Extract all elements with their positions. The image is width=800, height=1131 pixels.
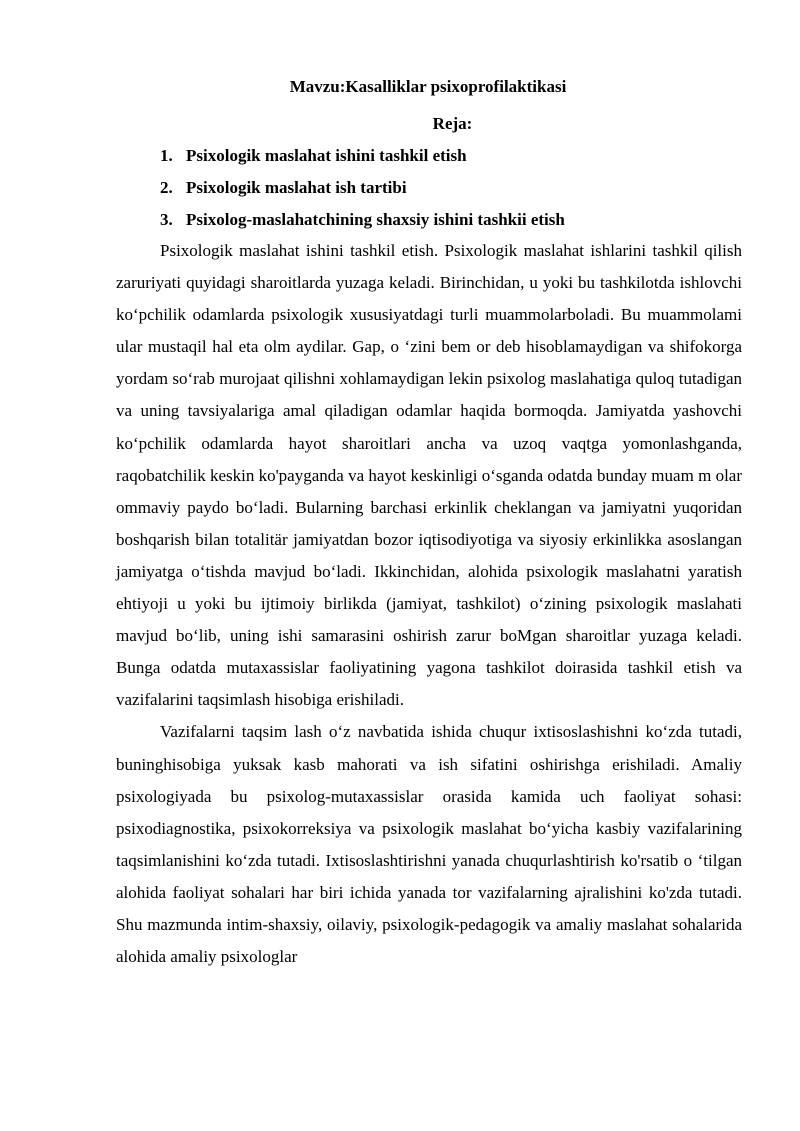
plan-heading: Reja: (432, 114, 473, 133)
document-body (116, 235, 742, 973)
plan-item-text: Psixolog-maslahatchining shaxsiy ishini tashkii etish (186, 210, 565, 229)
plan-item (160, 140, 565, 172)
plan-item-number: 1. (160, 146, 173, 165)
plan-item-number: 3. (160, 210, 173, 229)
page-title: Mavzu:Kasalliklar psixoprofilaktikasi (289, 77, 567, 96)
body-paragraph: Psixologik maslahat ishini tashkil etish. Psixologik maslahat ishlarini tashkil qilish zaruriyati quyidagi sharoitlarda yuzaga keladi. Birinchidan, u yoki bu tashkilotda ishlovchi ko‘pchilik odamlarda psixologik xususiyatdagi turli muammolarboladi. Bu muammolami ular mustaqil hal eta olm aydilar. Gap, o ‘zini bem or deb hisoblamaydigan va shifokorga yordam so‘rab murojaat qilishni xohlamaydigan lekin psixolog maslahatiga quloq tutadigan va uning tavsiyalariga amal qiladigan odamlar haqida bormoqda. Jamiyatda yashovchi ko‘pchilik odamlarda hayot sharoitlari ancha va uzoq vaqtga yomonlashganda, raqobatchilik keskin ko'payganda va hayot keskinligi o‘sganda odatda bunday muam m olar ommaviy paydo bo‘ladi. Bularning barchasi erkinlik cheklangan va jamiyatni yuqoridan boshqarish bilan totalitär jamiyatdan bozor iqtisodiyotiga va siyosiy erkinlikka asoslangan jamiyatga o‘tishda mavjud bo‘ladi. Ikkinchidan, alohida psixologik maslahatni yaratish ehtiyoji u yoki bu ijtimoiy birlikda (jamiyat, tashkilot) o‘zining psixologik maslahati mavjud bo‘lib, uning ishi samarasini oshirish zarur boMgan sharoitlar yuzaga keladi. Bunga odatda mutaxassislar faoliyatining yagona tashkilot doirasida tashkil etish va vazifalarini taqsimlash hisobiga erishiladi. (116, 241, 742, 710)
body-paragraph: Vazifalarni taqsim lash o‘z navbatida ishida chuqur ixtisoslashishni ko‘zda tutadi, buninghisobiga yuksak kasb mahorati va ish sifatini oshirishga erishiladi. Amaliy psixologiyada bu psixolog-mutaxassislar orasida kamida uch faoliyat sohasi: psixodiagnostika, psixokorreksiya va psixologik maslahat bo‘yicha kasbiy vazifalarining taqsimlanishini ko‘zda tutadi. Ixtisoslashtirishni yanada chuqurlashtirish ko'rsatib o ‘tilgan alohida faoliyat sohalari har biri ichida yanada tor vazifalarning ajralishini ko'zda tutadi. Shu mazmunda intim-shaxsiy, oilaviy, psixologik-pedagogik va amaliy maslahat sohalarida alohida amaliy psixologlar (116, 722, 742, 967)
plan-item-number: 2. (160, 178, 173, 197)
plan-item-text: Psixologik maslahat ish tartibi (186, 178, 407, 197)
plan-list (160, 140, 565, 236)
plan-item-text: Psixologik maslahat ishini tashkil etish (186, 146, 467, 165)
plan-item (160, 172, 565, 204)
plan-item (160, 204, 565, 236)
